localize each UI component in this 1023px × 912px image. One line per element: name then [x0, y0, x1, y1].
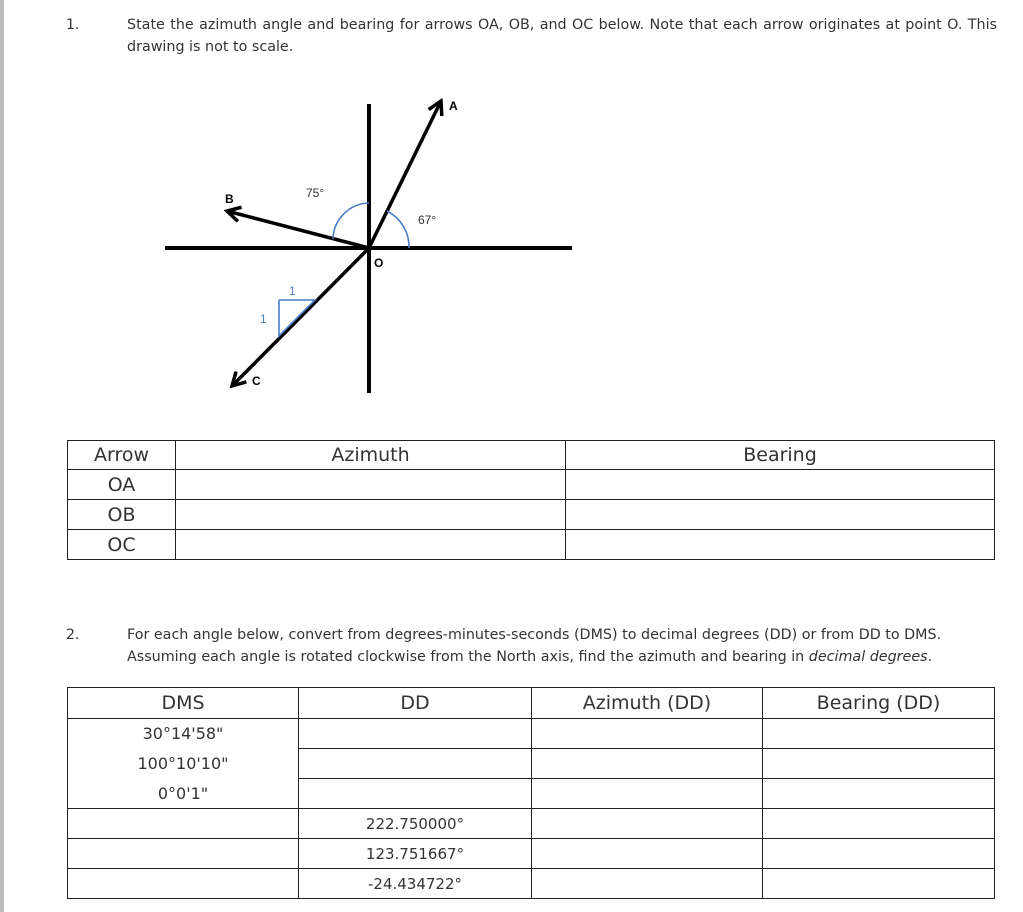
dd-value: 123.751667° [299, 839, 532, 869]
angle-label-67: 67° [418, 213, 437, 227]
row-label-oa: OA [68, 470, 176, 500]
bearing-cell-ob[interactable] [566, 500, 995, 530]
table-row [68, 470, 995, 500]
arrow-table [67, 440, 995, 560]
question-2-text [127, 624, 999, 668]
label-o: O [374, 256, 384, 270]
dms-value: 0°0'1" [68, 779, 299, 809]
table-row [68, 719, 995, 749]
question-2-text-end: . [927, 649, 933, 665]
triangle-label-top: 1 [289, 284, 296, 298]
table-row [68, 779, 995, 809]
arrow-ob [227, 211, 369, 248]
dms-cell[interactable] [68, 839, 299, 869]
triangle-label-side: 1 [260, 312, 267, 326]
azimuth-dd-cell[interactable] [532, 839, 763, 869]
azimuth-cell-oa[interactable] [176, 470, 566, 500]
conversion-table [67, 687, 995, 899]
row-label-ob: OB [68, 500, 176, 530]
table-row [68, 500, 995, 530]
azimuth-dd-cell[interactable] [532, 809, 763, 839]
azimuth-cell-oc[interactable] [176, 530, 566, 560]
question-2-number: 2. [66, 627, 80, 643]
dd-cell[interactable] [299, 749, 532, 779]
angle-arc-75 [333, 203, 369, 239]
table-row [68, 869, 995, 899]
dms-value: 100°10'10" [68, 749, 299, 779]
dms-cell[interactable] [68, 869, 299, 899]
bearing-dd-cell[interactable] [763, 719, 995, 749]
azimuth-dd-cell[interactable] [532, 749, 763, 779]
table-row [68, 749, 995, 779]
dd-cell[interactable] [299, 719, 532, 749]
angle-arc-67 [387, 211, 409, 248]
dd-value: 222.750000° [299, 809, 532, 839]
question-2-text-main: For each angle below, convert from degrees-minutes-seconds (DMS) to decimal degrees (DD) or from DD to DMS. Assuming each angle is rotated clockwise from the North axis, find the azimuth and bearing in [127, 627, 942, 665]
azimuth-cell-ob[interactable] [176, 500, 566, 530]
azimuth-dd-cell[interactable] [532, 719, 763, 749]
header-azimuth-dd: Azimuth (DD) [532, 688, 763, 719]
arrow-oc [232, 248, 369, 386]
left-margin-rule [0, 0, 4, 912]
bearing-dd-cell[interactable] [763, 779, 995, 809]
bearing-dd-cell[interactable] [763, 809, 995, 839]
label-a: A [449, 99, 458, 113]
question-1-number: 1. [66, 17, 80, 33]
table-row [68, 809, 995, 839]
table-row [68, 530, 995, 560]
azimuth-figure [150, 90, 580, 400]
dms-value: 30°14'58" [68, 719, 299, 749]
label-b: B [225, 192, 234, 206]
header-dms: DMS [68, 688, 299, 719]
question-2-text-italic: decimal degrees [808, 649, 928, 665]
dd-cell[interactable] [299, 779, 532, 809]
dms-cell[interactable] [68, 809, 299, 839]
header-dd: DD [299, 688, 532, 719]
bearing-cell-oa[interactable] [566, 470, 995, 500]
azimuth-dd-cell[interactable] [532, 779, 763, 809]
bearing-cell-oc[interactable] [566, 530, 995, 560]
azimuth-dd-cell[interactable] [532, 869, 763, 899]
header-arrow: Arrow [68, 441, 176, 470]
header-bearing-dd: Bearing (DD) [763, 688, 995, 719]
bearing-dd-cell[interactable] [763, 869, 995, 899]
table-header-row [68, 441, 995, 470]
dd-value: -24.434722° [299, 869, 532, 899]
slope-triangle [279, 300, 315, 336]
angle-label-75: 75° [306, 186, 325, 200]
header-azimuth: Azimuth [176, 441, 566, 470]
bearing-dd-cell[interactable] [763, 749, 995, 779]
bearing-dd-cell[interactable] [763, 839, 995, 869]
table-header-row [68, 688, 995, 719]
label-c: C [252, 374, 261, 388]
question-1-text: State the azimuth angle and bearing for arrows OA, OB, and OC below. Note that each arrow originates at point O. This drawing is not to scale. [127, 17, 997, 55]
header-bearing: Bearing [566, 441, 995, 470]
table-row [68, 839, 995, 869]
row-label-oc: OC [68, 530, 176, 560]
